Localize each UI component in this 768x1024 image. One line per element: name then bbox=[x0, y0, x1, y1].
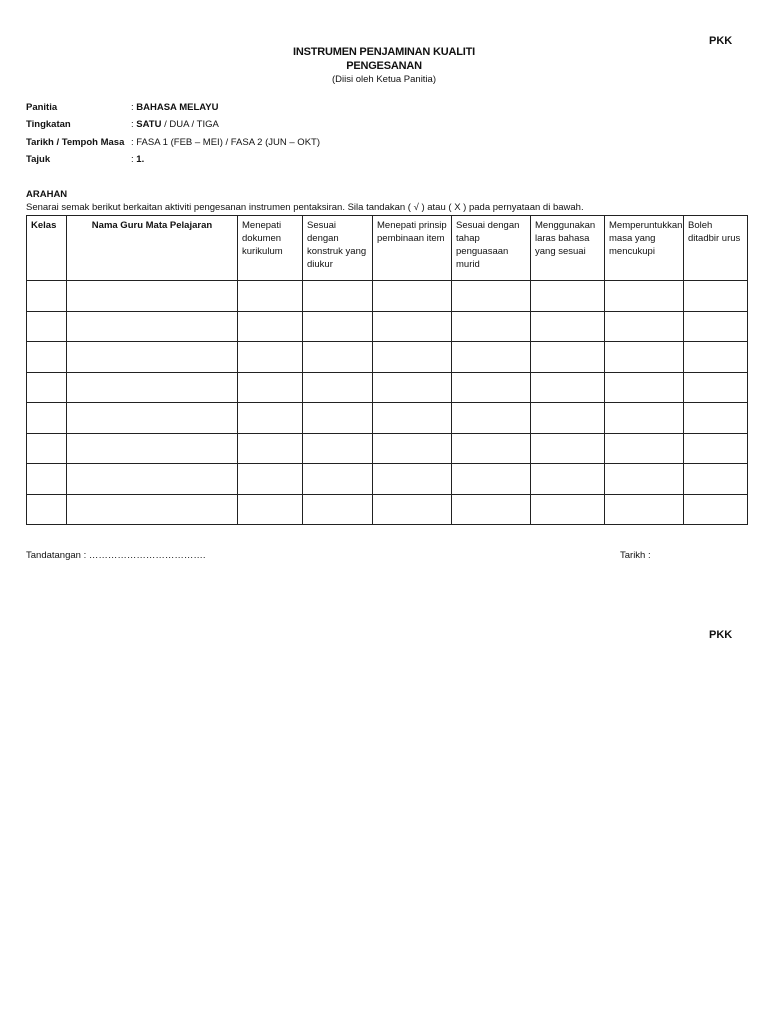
table-cell[interactable] bbox=[67, 464, 238, 495]
meta-value-tarikh: : FASA 1 (FEB – MEI) / FASA 2 (JUN – OKT) bbox=[131, 137, 320, 148]
table-cell[interactable] bbox=[238, 372, 303, 403]
table-cell[interactable] bbox=[238, 403, 303, 434]
table-row bbox=[27, 281, 748, 312]
table-cell[interactable] bbox=[373, 464, 452, 495]
table-cell[interactable] bbox=[605, 403, 684, 434]
table-cell[interactable] bbox=[238, 281, 303, 312]
table-cell[interactable] bbox=[303, 433, 373, 464]
table-cell[interactable] bbox=[238, 311, 303, 342]
table-cell[interactable] bbox=[238, 342, 303, 373]
title-block bbox=[0, 45, 768, 87]
table-cell[interactable] bbox=[605, 433, 684, 464]
table-cell[interactable] bbox=[303, 342, 373, 373]
table-row bbox=[27, 464, 748, 495]
table-cell[interactable] bbox=[303, 494, 373, 525]
table-cell[interactable] bbox=[531, 403, 605, 434]
table-cell[interactable] bbox=[27, 372, 67, 403]
table-cell[interactable] bbox=[373, 372, 452, 403]
table-cell[interactable] bbox=[452, 494, 531, 525]
table-cell[interactable] bbox=[684, 494, 748, 525]
table-cell[interactable] bbox=[531, 281, 605, 312]
table-cell[interactable] bbox=[684, 433, 748, 464]
table-cell[interactable] bbox=[303, 403, 373, 434]
arahan-text: Senarai semak berikut berkaitan aktiviti pengesanan instrumen pentaksiran. Sila tandakan ( √ ) atau ( X ) pada pernyataan di bawah. bbox=[26, 202, 584, 213]
table-cell[interactable] bbox=[67, 342, 238, 373]
table-cell[interactable] bbox=[67, 433, 238, 464]
table-cell[interactable] bbox=[303, 464, 373, 495]
table-cell[interactable] bbox=[303, 281, 373, 312]
arahan-heading: ARAHAN bbox=[26, 189, 68, 200]
table-cell[interactable] bbox=[531, 494, 605, 525]
column-header-kelas: Kelas bbox=[27, 216, 67, 281]
meta-label-tarikh: Tarikh / Tempoh Masa bbox=[26, 137, 125, 148]
table-cell[interactable] bbox=[531, 372, 605, 403]
meta-value-panitia: : BAHASA MELAYU bbox=[131, 102, 219, 113]
table-cell[interactable] bbox=[684, 342, 748, 373]
table-cell[interactable] bbox=[605, 311, 684, 342]
table-cell[interactable] bbox=[373, 311, 452, 342]
meta-label-tingkatan: Tingkatan bbox=[26, 119, 71, 130]
table-cell[interactable] bbox=[452, 433, 531, 464]
table-cell[interactable] bbox=[605, 281, 684, 312]
meta-value-tajuk: : 1. bbox=[131, 154, 145, 165]
table-cell[interactable] bbox=[531, 433, 605, 464]
table-cell[interactable] bbox=[67, 311, 238, 342]
column-header-prinsip-pembinaan: Menepati prinsip pembinaan item bbox=[373, 216, 452, 281]
document-subtitle: PENGESANAN bbox=[346, 60, 422, 72]
table-cell[interactable] bbox=[67, 494, 238, 525]
column-header-dokumen-kurikulum: Menepati dokumen kurikulum bbox=[238, 216, 303, 281]
table-cell[interactable] bbox=[303, 311, 373, 342]
document-code-top: PKK bbox=[709, 35, 733, 47]
table-row bbox=[27, 403, 748, 434]
table-cell[interactable] bbox=[67, 372, 238, 403]
table-cell[interactable] bbox=[452, 342, 531, 373]
table-cell[interactable] bbox=[452, 281, 531, 312]
column-header-masa: Memperuntukkan masa yang mencukupi bbox=[605, 216, 684, 281]
document-note: (Diisi oleh Ketua Panitia) bbox=[331, 74, 437, 85]
table-cell[interactable] bbox=[605, 494, 684, 525]
table-cell[interactable] bbox=[684, 281, 748, 312]
date-label: Tarikh : bbox=[620, 550, 651, 561]
column-header-laras-bahasa: Menggunakan laras bahasa yang sesuai bbox=[531, 216, 605, 281]
table-cell[interactable] bbox=[27, 311, 67, 342]
table-cell[interactable] bbox=[238, 433, 303, 464]
table-cell[interactable] bbox=[27, 494, 67, 525]
table-cell[interactable] bbox=[27, 433, 67, 464]
table-cell[interactable] bbox=[373, 281, 452, 312]
table-cell[interactable] bbox=[67, 403, 238, 434]
meta-value-tingkatan: : SATU / DUA / TIGA bbox=[131, 119, 219, 130]
table-cell[interactable] bbox=[605, 372, 684, 403]
checklist-table bbox=[26, 215, 748, 525]
signature-line: Tandatangan : ………………………………. bbox=[26, 550, 206, 561]
table-cell[interactable] bbox=[373, 494, 452, 525]
table-cell[interactable] bbox=[452, 403, 531, 434]
table-row bbox=[27, 494, 748, 525]
document-code-bottom: PKK bbox=[709, 629, 733, 641]
table-cell[interactable] bbox=[303, 372, 373, 403]
table-cell[interactable] bbox=[605, 464, 684, 495]
table-row bbox=[27, 311, 748, 342]
table-cell[interactable] bbox=[452, 464, 531, 495]
table-row bbox=[27, 372, 748, 403]
table-cell[interactable] bbox=[684, 311, 748, 342]
table-cell[interactable] bbox=[684, 464, 748, 495]
table-cell[interactable] bbox=[605, 342, 684, 373]
table-cell[interactable] bbox=[67, 281, 238, 312]
table-cell[interactable] bbox=[238, 494, 303, 525]
table-cell[interactable] bbox=[531, 311, 605, 342]
document-title: INSTRUMEN PENJAMINAN KUALITI bbox=[292, 46, 475, 58]
table-cell[interactable] bbox=[452, 311, 531, 342]
table-cell[interactable] bbox=[684, 372, 748, 403]
table-row bbox=[27, 342, 748, 373]
meta-label-panitia: Panitia bbox=[26, 102, 58, 113]
table-cell[interactable] bbox=[531, 342, 605, 373]
table-cell[interactable] bbox=[27, 464, 67, 495]
table-cell[interactable] bbox=[684, 403, 748, 434]
table-cell[interactable] bbox=[452, 372, 531, 403]
meta-label-tajuk: Tajuk bbox=[26, 154, 51, 165]
column-header-tadbir-urus: Boleh ditadbir urus bbox=[684, 216, 748, 281]
table-cell[interactable] bbox=[27, 403, 67, 434]
column-header-tahap-penguasaan: Sesuai dengan tahap penguasaan murid bbox=[452, 216, 531, 281]
table-cell[interactable] bbox=[531, 464, 605, 495]
table-header-row bbox=[27, 216, 748, 281]
table-cell[interactable] bbox=[373, 433, 452, 464]
table-row bbox=[27, 433, 748, 464]
table-cell[interactable] bbox=[373, 403, 452, 434]
table-cell[interactable] bbox=[238, 464, 303, 495]
table-cell[interactable] bbox=[373, 342, 452, 373]
table-body bbox=[27, 281, 748, 525]
column-header-konstruk: Sesuai dengan konstruk yang diukur bbox=[303, 216, 373, 281]
table-cell[interactable] bbox=[27, 281, 67, 312]
column-header-nama-guru: Nama Guru Mata Pelajaran bbox=[67, 216, 238, 281]
table-cell[interactable] bbox=[27, 342, 67, 373]
